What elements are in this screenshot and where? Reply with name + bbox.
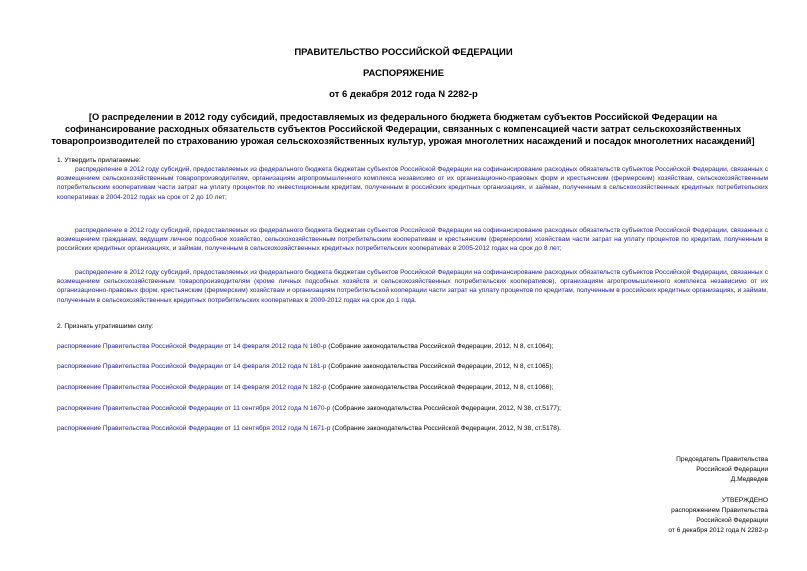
repealed-order-source: (Собрание законодательства Российской Федерации, 2012, N 8, ст.1065);: [326, 363, 554, 370]
repealed-order-link[interactable]: распоряжение Правительства Российской Федерации от 14 февраля 2012 года N 180-р: [57, 343, 327, 350]
repealed-order-link[interactable]: распоряжение Правительства Российской Федерации от 11 сентября 2012 года N 1671-р: [57, 425, 331, 432]
repealed-order-item: [57, 342, 553, 351]
document-title: [О распределении в 2012 году субсидий, предоставляемых из федерального бюджета бюджетам субъектов Российской Федерации на софинансирование расходных обязательств субъектов Российской Федерации, связанных с компенсацией части затрат сельскохозяйственных товаропроизводителей по страхованию урожая сельскохозяйственных культур, урожая многолетних насаждений и посадок многолетних насаждений]: [51, 112, 755, 146]
repealed-order-source: (Собрание законодательства Российской Федерации, 2012, N 38, ст.5177);: [330, 405, 561, 412]
document-date-number: от 6 декабря 2012 года N 2282-р: [329, 89, 478, 100]
signature-position: Председатель Правительства: [676, 456, 768, 463]
repealed-order-item: [57, 404, 561, 413]
signature-name: Д.Медведев: [730, 476, 768, 483]
approved-distribution-link-2[interactable]: распределение в 2012 году субсидий, предоставляемых из федерального бюджета бюджетам субъектов Российской Федерации на софинансирование расходных обязательств субъектов Российской Федерации, связанных с возмещением гражданам, ведущим личное подсобное хозяйство, сельскохозяйственным потребительским кооперативам и крестьянским (фермерским) хозяйствам части затрат на уплату процентов по кредитам, полученным в российских кредитных организациях, и займам, полученным в сельскохозяйственных кредитных потребительских кооперативах в 2005-2012 годах на срок до 8 лет;: [57, 227, 768, 253]
repealed-order-source: (Собрание законодательства Российской Федерации, 2012, N 38, ст.5178).: [330, 425, 561, 432]
signature-block: [676, 455, 768, 485]
repealed-order-source: (Собрание законодательства Российской Федерации, 2012, N 8, ст.1064);: [326, 343, 554, 350]
repealed-order-link[interactable]: распоряжение Правительства Российской Федерации от 14 февраля 2012 года N 182-р: [57, 384, 327, 391]
repealed-order-item: [57, 362, 553, 371]
document-type-heading: РАСПОРЯЖЕНИЕ: [362, 68, 445, 79]
repealed-order-item: [57, 424, 561, 433]
repealed-order-source: (Собрание законодательства Российской Федерации, 2012, N 8, ст.1066);: [326, 384, 554, 391]
approval-by: распоряжением Правительства: [671, 507, 768, 514]
section-2-heading: 2. Признать утратившими силу:: [57, 323, 154, 330]
approved-distribution-link-3[interactable]: распределение в 2012 году субсидий, предоставляемых из федерального бюджета бюджетам субъектов Российской Федерации на софинансирование расходных обязательств субъектов Российской Федерации, связанных с возмещением сельскохозяйственным товаропроизводителям (кроме личных подсобных хозяйств и сельскохозяйственных потребительских кооперативов), организациям агропромышленного комплекса независимо от их организационно-правовых форм, крестьянским (фермерским) хозяйствам и организациям потребительской кооперации части затрат на уплату процентов по кредитам, полученным в российских кредитных организациях, и займам, полученным в сельскохозяйственных кредитных потребительских кооперативах в 2009-2012 годах на срок до 1 года.: [57, 269, 768, 304]
repealed-order-link[interactable]: распоряжение Правительства Российской Федерации от 14 февраля 2012 года N 181-р: [57, 363, 327, 370]
approved-distribution-link-1[interactable]: распределение в 2012 году субсидий, предоставляемых из федерального бюджета бюджетам субъектов Российской Федерации на софинансирование расходных обязательств субъектов Российской Федерации, связанных с возмещением сельскохозяйственным товаропроизводителям, организациям агропромышленного комплекса независимо от их организационно-правовых форм и крестьянским (фермерским) хозяйствам, сельскохозяйственным потребительским кооперативам части затрат на уплату процентов по инвестиционным кредитам, полученным в российских кредитных организациях, и займам, полученным в сельскохозяйственных кредитных потребительских кооперативах в 2004-2012 годах на срок от 2 до 10 лет;: [57, 166, 768, 201]
signature-country: Российской Федерации: [696, 466, 768, 473]
repealed-order-link[interactable]: распоряжение Правительства Российской Федерации от 11 сентября 2012 года N 1670-р: [57, 405, 331, 412]
approval-heading: УТВЕРЖДЕНО: [721, 497, 768, 504]
approval-country: Российской Федерации: [696, 517, 768, 524]
government-heading: ПРАВИТЕЛЬСТВО РОССИЙСКОЙ ФЕДЕРАЦИИ: [294, 47, 513, 58]
section-1-heading: 1. Утвердить прилагаемые:: [57, 157, 141, 164]
repealed-order-item: [57, 383, 553, 392]
approval-block: [668, 496, 768, 536]
approval-date-number: от 6 декабря 2012 года N 2282-р: [668, 527, 768, 534]
